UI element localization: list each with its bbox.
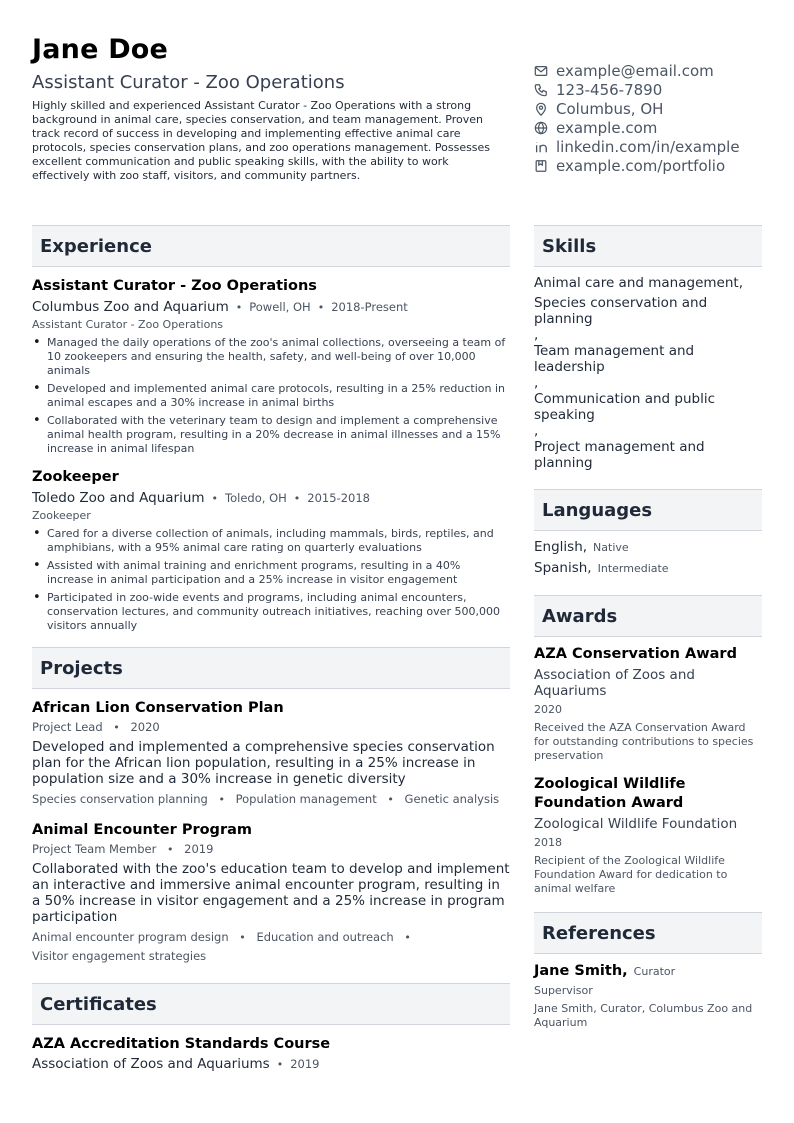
- project-role: Project Team Member: [32, 842, 157, 856]
- project-description: Collaborated with the zoo's education team to develop and implement an interactive and immersive animal encounter program, resulting in a 50% increase in visitor engagement and a 25% increase in program participation: [32, 861, 510, 925]
- skill-item: Species conservation and planning: [534, 295, 708, 327]
- keyword: Visitor engagement strategies: [32, 949, 207, 963]
- linkedin-icon: [534, 140, 548, 154]
- project-year: 2020: [130, 720, 160, 734]
- language-item: [534, 558, 762, 579]
- project-title: Animal Encounter Program: [32, 822, 252, 838]
- separator-dot: •: [211, 492, 219, 505]
- certificate-entry: [32, 1035, 510, 1073]
- award-title: Zoological Wildlife Foundation Award: [534, 776, 686, 811]
- languages-heading: Languages: [534, 489, 762, 531]
- skills-list: [534, 275, 762, 471]
- right-column: [534, 225, 762, 1030]
- contact-linkedin[interactable]: [534, 137, 740, 156]
- candidate-name: Jane Doe: [32, 34, 169, 65]
- separator-dot: •: [276, 1058, 284, 1071]
- award-description: Recipient of the Zoological Wildlife Foundation Award for dedication to animal welfare: [534, 854, 728, 895]
- award-entry: [534, 775, 762, 896]
- project-keywords: [32, 928, 510, 965]
- headline: Assistant Curator - Zoo Operations: [32, 72, 345, 93]
- project-entry: [32, 699, 510, 809]
- bullet-item: • Managed the daily operations of the zoo's animal collections, overseeing a team of 10 zookeepers and ensuring the health, safety, and well-being of over 10,000 animals: [32, 336, 510, 378]
- contact-portfolio[interactable]: [534, 156, 740, 175]
- keyword: Genetic analysis: [404, 792, 500, 806]
- bullet-item: • Cared for a diverse collection of animals, including mammals, birds, reptiles, and amphibians, with a 95% animal care rating on quarterly evaluations: [32, 527, 510, 555]
- job-title: Zookeeper: [32, 469, 119, 485]
- phone-text: 123-456-7890: [556, 80, 663, 99]
- skill-item: Animal care and management,: [534, 275, 743, 291]
- certificates-heading: Certificates: [32, 983, 510, 1025]
- award-year: 2018: [534, 836, 562, 849]
- skill-separator: ,: [534, 375, 539, 391]
- website-text: example.com: [556, 118, 658, 137]
- contact-phone[interactable]: [534, 80, 740, 99]
- project-entry: [32, 821, 510, 965]
- left-column: [32, 225, 510, 1073]
- certificate-issuer: Association of Zoos and Aquariums: [32, 1056, 270, 1072]
- project-meta: [32, 720, 510, 735]
- project-role: Project Lead: [32, 720, 103, 734]
- language-level: Native: [593, 541, 629, 554]
- award-org: Association of Zoos and Aquariums: [534, 667, 695, 699]
- job-location: Powell, OH: [249, 300, 311, 314]
- keyword: Education and outreach: [256, 930, 394, 944]
- certificate-meta: [32, 1056, 510, 1073]
- bullet-item: • Developed and implemented animal care protocols, resulting in a 25% reduction in animal escapes and a 30% increase in animal births: [32, 382, 510, 410]
- contact-list: [534, 61, 740, 175]
- keyword: Population management: [235, 792, 377, 806]
- reference-entry: [534, 962, 762, 1030]
- references-heading: References: [534, 912, 762, 954]
- map-pin-icon: [534, 102, 548, 116]
- bullet-item: • Assisted with animal training and enrichment programs, resulting in a 40% increase in animal participation and a 25% increase in visitor engagement: [32, 559, 510, 587]
- skill-item: Project management and planning: [534, 439, 705, 471]
- award-org: Zoological Wildlife Foundation: [534, 816, 738, 832]
- award-description: Received the AZA Conservation Award for outstanding contributions to species preservation: [534, 721, 754, 762]
- separator-dot: •: [404, 931, 411, 944]
- skills-heading: Skills: [534, 225, 762, 267]
- award-title: AZA Conservation Award: [534, 646, 737, 662]
- job-company: Columbus Zoo and Aquarium: [32, 299, 229, 315]
- reference-name: Jane Smith,: [534, 963, 628, 979]
- language-name: Spanish,: [534, 560, 592, 576]
- email-text: example@email.com: [556, 61, 714, 80]
- job-company: Toledo Zoo and Aquarium: [32, 490, 205, 506]
- job-meta: [32, 490, 510, 507]
- globe-icon: [534, 121, 548, 135]
- award-entry: [534, 645, 762, 763]
- project-title: African Lion Conservation Plan: [32, 700, 284, 716]
- projects-heading: Projects: [32, 647, 510, 689]
- job-dates: 2015-2018: [307, 491, 370, 505]
- reference-description: Jane Smith, Curator, Columbus Zoo and Aquarium: [534, 1002, 753, 1029]
- separator-dot: •: [113, 721, 120, 734]
- keyword: Species conservation planning: [32, 792, 208, 806]
- reference-relation: Supervisor: [534, 984, 593, 997]
- phone-icon: [534, 83, 548, 97]
- awards-heading: Awards: [534, 595, 762, 637]
- separator-dot: •: [387, 793, 394, 806]
- reference-title: Curator: [633, 965, 676, 978]
- skill-separator: ,: [534, 423, 539, 439]
- certificate-year: 2019: [290, 1057, 320, 1071]
- experience-heading: Experience: [32, 225, 510, 267]
- job-title: Assistant Curator - Zoo Operations: [32, 278, 317, 294]
- job-role: Assistant Curator - Zoo Operations: [32, 318, 224, 331]
- contact-website[interactable]: [534, 118, 740, 137]
- linkedin-text: linkedin.com/in/example: [556, 137, 740, 156]
- bullet-item: • Collaborated with the veterinary team to design and implement a comprehensive animal health program, resulting in a 20% decrease in animal illnesses and a 15% increase in animal lifespan: [32, 414, 510, 456]
- keyword: Animal encounter program design: [32, 930, 229, 944]
- job-role: Zookeeper: [32, 509, 91, 522]
- separator-dot: •: [218, 793, 225, 806]
- job-dates: 2018-Present: [331, 300, 408, 314]
- job-bullets: [32, 527, 510, 633]
- language-name: English,: [534, 539, 588, 555]
- contact-location: [534, 99, 740, 118]
- certificate-title: AZA Accreditation Standards Course: [32, 1036, 331, 1052]
- mail-icon: [534, 64, 548, 78]
- job-location: Toledo, OH: [225, 491, 287, 505]
- job-entry: [32, 468, 510, 633]
- job-meta: [32, 299, 510, 316]
- skill-item: Team management and leadership: [534, 343, 695, 375]
- bullet-item: • Participated in zoo-wide events and programs, including animal encounters, conservation lectures, and community outreach initiatives, reaching over 500,000 visitors annually: [32, 591, 510, 633]
- separator-dot: •: [235, 301, 243, 314]
- reference-name-line: [534, 962, 762, 981]
- summary: Highly skilled and experienced Assistant Curator - Zoo Operations with a strong background in animal care, species conservation, and team management. Proven track record of success in developing and implementing effective animal care protocols, species conservation plans, and zoo operations management. Possesses excellent communication and public speaking skills, with the ability to work effectively with zoo staff, visitors, and community partners.: [32, 99, 491, 182]
- skill-text: Animal care and management: [534, 275, 739, 291]
- contact-email[interactable]: [534, 61, 740, 80]
- job-bullets: [32, 336, 510, 456]
- skill-separator: ,: [534, 327, 539, 343]
- separator-dot: •: [293, 492, 301, 505]
- project-description: Developed and implemented a comprehensive species conservation plan for the African lion population, resulting in a 25% increase in population size and a 30% increase in genetic diversity: [32, 739, 495, 787]
- skill-item: Communication and public speaking: [534, 391, 716, 423]
- location-text: Columbus, OH: [556, 99, 664, 118]
- portfolio-icon: [534, 159, 548, 173]
- award-year: 2020: [534, 703, 562, 716]
- portfolio-text: example.com/portfolio: [556, 156, 726, 175]
- languages-list: [534, 537, 762, 579]
- separator-dot: •: [239, 931, 246, 944]
- separator-dot: •: [317, 301, 325, 314]
- project-keywords: [32, 790, 510, 809]
- resume-header: [32, 34, 762, 182]
- language-item: [534, 537, 762, 558]
- project-meta: [32, 842, 510, 857]
- separator-dot: •: [167, 843, 174, 856]
- job-entry: [32, 277, 510, 456]
- project-year: 2019: [184, 842, 214, 856]
- language-level: Intermediate: [597, 562, 669, 575]
